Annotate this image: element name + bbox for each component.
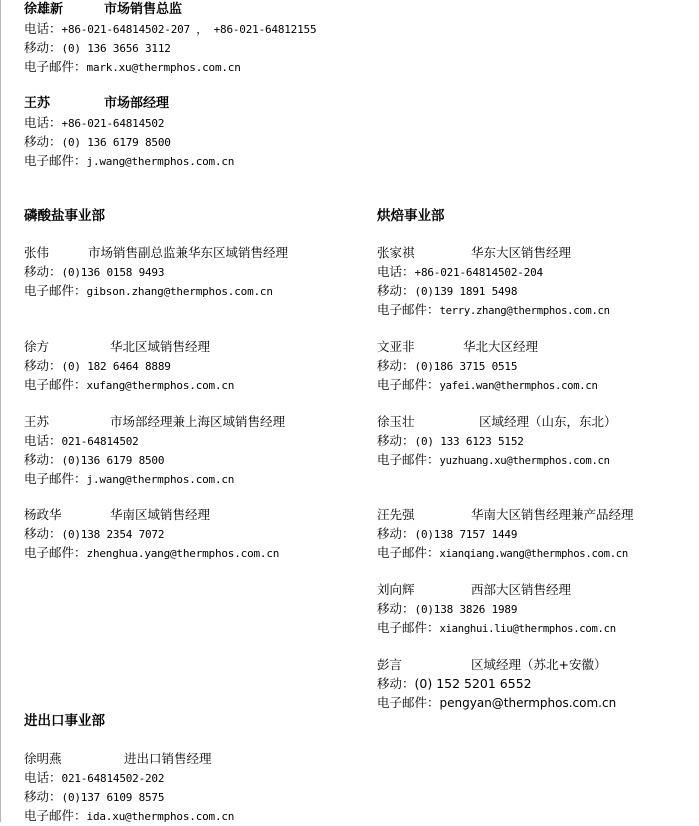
phone-label: 电话： — [377, 264, 415, 279]
mobile-label: 移动： — [24, 40, 62, 55]
contact-mobile: (0)138 7157 1449 — [414, 528, 518, 541]
contact-email[interactable]: yuzhuang.xu@thermphos.com.cn — [439, 455, 610, 467]
contact-name: 张家祺 — [377, 245, 415, 260]
mobile-label: 移动： — [24, 789, 62, 804]
contact-mobile: (0)138 3826 1989 — [414, 603, 518, 616]
contact-mobile: (0) 136 6179 8500 — [61, 136, 171, 149]
contact-title: 华东大区销售经理 — [471, 245, 572, 260]
contact-email[interactable]: xianqiang.wang@thermphos.com.cn — [439, 548, 628, 560]
contact-name: 徐方 — [24, 339, 50, 354]
email-label: 电子邮件： — [377, 302, 440, 317]
phone-label: 电话： — [24, 115, 62, 130]
page-left-border — [0, 0, 1, 822]
contact-name: 张伟 — [24, 245, 50, 260]
email-label: 电子邮件： — [377, 377, 440, 392]
contact-name: 王苏 — [24, 414, 50, 429]
email-label: 电子邮件： — [24, 545, 87, 560]
contact-email[interactable]: xufang@thermphos.com.cn — [86, 379, 235, 392]
contact-xu-xiongxin — [24, 0, 316, 76]
email-label: 电子邮件： — [24, 153, 87, 168]
mobile-label: 移动： — [377, 283, 415, 298]
contact-wang-su-top — [24, 94, 234, 170]
email-label: 电子邮件： — [24, 471, 87, 486]
contact-email[interactable]: gibson.zhang@thermphos.com.cn — [86, 285, 273, 298]
contact-mobile: (0)137 6109 8575 — [61, 791, 165, 804]
contact-name: 文亚非 — [377, 339, 415, 354]
contact-title: 市场销售总监 — [104, 2, 183, 17]
contact-name: 王苏 — [24, 96, 51, 111]
email-label: 电子邮件： — [377, 545, 440, 560]
contact-name: 徐玉壮 — [377, 414, 415, 429]
mobile-label: 移动： — [377, 526, 415, 541]
contact-title: 华北大区经理 — [463, 339, 539, 354]
contact-mobile: (0) 136 3656 3112 — [61, 42, 171, 55]
section-import-export: 进出口事业部 — [24, 713, 105, 729]
contact-xu-yuzhuang — [377, 412, 617, 469]
contact-name: 杨政华 — [24, 507, 62, 522]
contact-title: 区域经理（苏北+安徽） — [471, 657, 607, 672]
mobile-label: 移动： — [377, 601, 415, 616]
contact-email[interactable]: terry.zhang@thermphos.com.cn — [439, 305, 610, 317]
email-label: 电子邮件： — [24, 377, 87, 392]
contact-email[interactable]: pengyan@thermphos.com.cn — [439, 696, 617, 710]
email-label: 电子邮件： — [377, 452, 440, 467]
contact-mobile: (0) 182 6464 8889 — [61, 360, 171, 373]
contact-title: 进出口销售经理 — [124, 751, 212, 766]
contact-mobile: (0)186 3715 0515 — [414, 360, 518, 373]
section-bakery: 烘焙事业部 — [377, 208, 445, 224]
contact-mobile: (0)139 1891 5498 — [414, 285, 518, 298]
contact-wang-su — [24, 412, 285, 488]
contact-email[interactable]: mark.xu@thermphos.com.cn — [86, 61, 241, 74]
section-phosphate: 磷酸盐事业部 — [24, 208, 105, 224]
contact-title: 华南区域销售经理 — [110, 507, 211, 522]
mobile-label: 移动： — [24, 264, 62, 279]
email-label: 电子邮件： — [377, 695, 440, 710]
contact-email[interactable]: yafei.wan@thermphos.com.cn — [439, 380, 598, 392]
contact-name: 刘向辉 — [377, 582, 415, 597]
contact-email[interactable]: xianghui.liu@thermphos.com.cn — [439, 623, 616, 635]
contact-title: 区域经理（山东，东北） — [479, 414, 617, 429]
contact-phone: +86-021-64814502 — [61, 117, 165, 130]
contact-xu-mingyan — [24, 749, 234, 825]
phone-label: 电话： — [24, 770, 62, 785]
contact-email[interactable]: j.wang@thermphos.com.cn — [86, 473, 235, 486]
contact-title: 市场部经理 — [104, 96, 170, 111]
contact-email[interactable]: zhenghua.yang@thermphos.com.cn — [86, 547, 280, 560]
contact-xu-fang — [24, 337, 234, 394]
contact-title: 市场部经理兼上海区域销售经理 — [110, 414, 286, 429]
mobile-label: 移动： — [24, 452, 62, 467]
contact-email[interactable]: j.wang@thermphos.com.cn — [86, 155, 235, 168]
contact-phone: 021-64814502 — [61, 435, 139, 448]
contact-zhang-wei — [24, 243, 288, 300]
contact-mobile: (0)136 0158 9493 — [61, 266, 165, 279]
contact-phone: +86-021-64814502-204 — [414, 266, 543, 279]
mobile-label: 移动： — [24, 134, 62, 149]
contact-phone: +86-021-64814502-207 ， +86-021-64812155 — [61, 23, 317, 36]
contact-wen-yafei — [377, 337, 598, 394]
mobile-label: 移动： — [377, 676, 415, 691]
contact-yang-zhenghua — [24, 505, 279, 562]
mobile-label: 移动： — [377, 358, 415, 373]
email-label: 电子邮件： — [24, 283, 87, 298]
contact-zhang-jiaqi — [377, 243, 610, 319]
contact-title: 华南大区销售经理兼产品经理 — [471, 507, 634, 522]
mobile-label: 移动： — [24, 358, 62, 373]
contact-liu-xianghui — [377, 580, 616, 637]
contact-name: 汪先强 — [377, 507, 415, 522]
contact-name: 彭言 — [377, 657, 403, 672]
contact-name: 徐雄新 — [24, 2, 64, 17]
contact-mobile: (0)136 6179 8500 — [61, 454, 165, 467]
contact-title: 市场销售副总监兼华东区域销售经理 — [88, 245, 289, 260]
contact-mobile: (0) 152 5201 6552 — [414, 676, 532, 691]
contact-mobile: (0) 133 6123 5152 — [414, 435, 524, 448]
contact-title: 西部大区销售经理 — [471, 582, 572, 597]
email-label: 电子邮件： — [24, 808, 87, 823]
email-label: 电子邮件： — [24, 59, 87, 74]
contact-phone: 021-64814502-202 — [61, 772, 165, 785]
email-label: 电子邮件： — [377, 620, 440, 635]
contact-email[interactable]: ida.xu@thermphos.com.cn — [86, 810, 235, 823]
contact-mobile: (0)138 2354 7072 — [61, 528, 165, 541]
mobile-label: 移动： — [24, 526, 62, 541]
phone-label: 电话： — [24, 21, 62, 36]
contact-title: 华北区域销售经理 — [110, 339, 211, 354]
phone-label: 电话： — [24, 433, 62, 448]
contact-wang-xianqiang — [377, 505, 634, 562]
contact-name: 徐明燕 — [24, 751, 62, 766]
contact-peng-yan — [377, 655, 616, 712]
mobile-label: 移动： — [377, 433, 415, 448]
